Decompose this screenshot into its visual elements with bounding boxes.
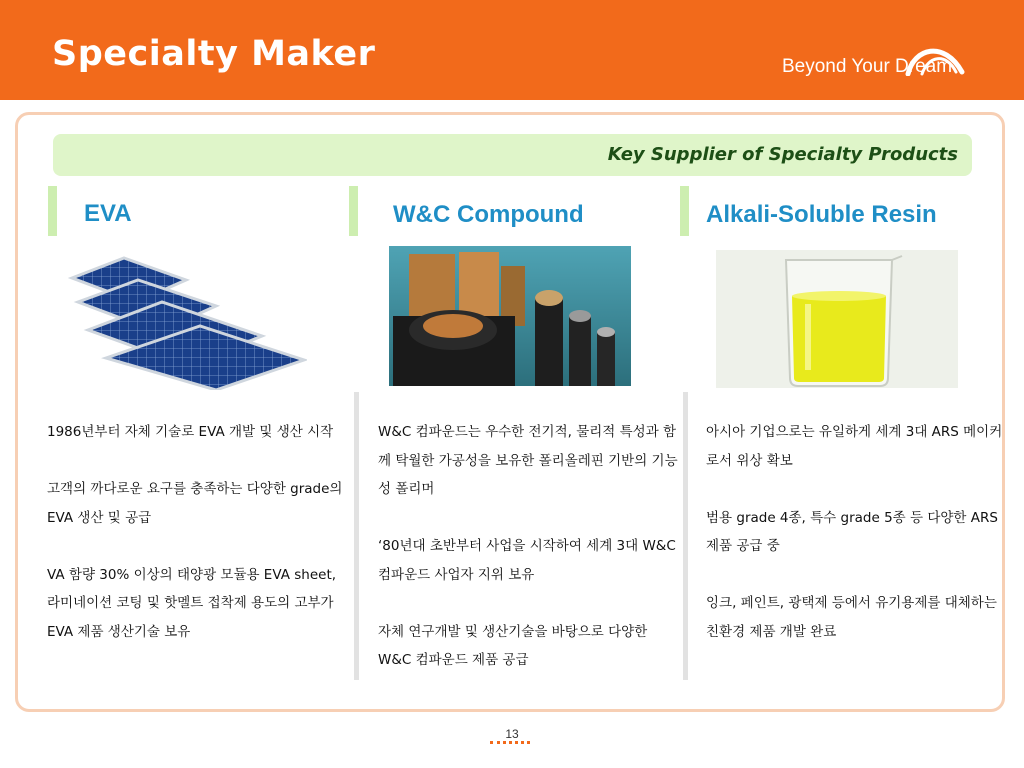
slide-header (0, 0, 1024, 100)
eva-paragraph-2: 고객의 까다로운 요구를 충족하는 다양한 grade의 EVA 생산 및 공급 (47, 481, 343, 526)
resin-beaker-image (716, 250, 958, 388)
page-number: 13 (505, 727, 519, 741)
page-number-underline (490, 741, 530, 747)
company-logo (782, 40, 972, 84)
wc-paragraph-1: W&C 컴파운드는 우수한 전기적, 물리적 특성과 함께 탁월한 가공성을 보유한 폴리올레핀 기반의 기능성 폴리머 (378, 424, 678, 497)
wc-paragraph-2: ‘80년대 초반부터 사업을 시작하여 세계 3대 W&C 컴파운드 사업자 지위 보유 (378, 538, 676, 583)
slide-title: Specialty Maker (52, 34, 376, 74)
column-text-eva (47, 418, 343, 675)
subtitle-text: Key Supplier of Specialty Products (607, 144, 958, 165)
subtitle-banner (53, 134, 972, 176)
eva-paragraph-3: VA 함량 30% 이상의 태양광 모듈용 EVA sheet, 라미네이션 코팅 및 핫멜트 접착제 용도의 고부가 EVA 제품 생산기술 보유 (47, 566, 337, 640)
logo-text: Beyond Your Dream (782, 56, 953, 77)
column-accent-bar (680, 186, 689, 236)
column-text-wc-compound (378, 418, 678, 703)
column-accent-bar (48, 186, 57, 236)
column-accent-bar (349, 186, 358, 236)
eva-paragraph-1: 1986년부터 자체 기술로 EVA 개발 및 생산 시작 (47, 424, 334, 440)
column-divider (683, 392, 688, 680)
power-cables-image (389, 246, 631, 386)
ars-paragraph-1: 아시아 기업으로는 유일하게 세계 3대 ARS 메이커로서 위상 확보 (706, 424, 1003, 469)
logo-swoosh-icon (900, 40, 970, 76)
ars-paragraph-3: 잉크, 페인트, 광택제 등에서 유기용제를 대체하는 친환경 제품 개발 완료 (706, 595, 997, 640)
column-title-wc-compound: W&C Compound (393, 201, 584, 228)
column-text-alkali-soluble-resin (706, 418, 1006, 675)
column-title-alkali-soluble-resin: Alkali-Soluble Resin (706, 201, 937, 228)
ars-paragraph-2: 범용 grade 4종, 특수 grade 5종 등 다양한 ARS 제품 공급 중 (706, 509, 998, 554)
solar-panels-image (66, 250, 307, 390)
wc-paragraph-3: 자체 연구개발 및 생산기술을 바탕으로 다양한 W&C 컴파운드 제품 공급 (378, 623, 648, 668)
column-divider (354, 392, 359, 680)
column-title-eva: EVA (84, 200, 132, 227)
